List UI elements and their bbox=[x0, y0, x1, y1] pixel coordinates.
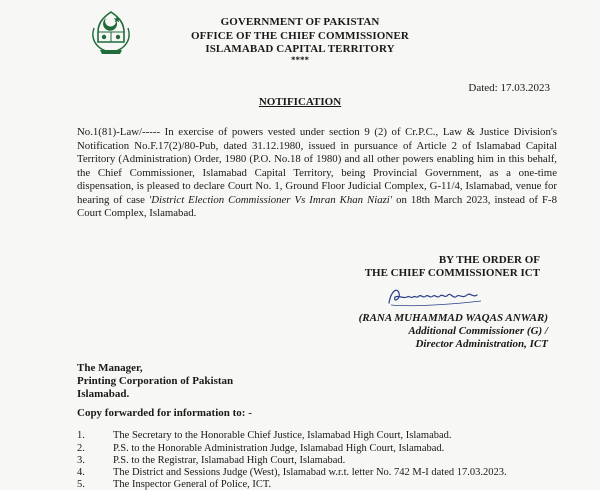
date-line: Dated: 17.03.2023 bbox=[468, 82, 550, 94]
copy-item-number: 4. bbox=[77, 467, 85, 478]
copy-list-item bbox=[77, 430, 577, 441]
notification-title-text: NOTIFICATION bbox=[258, 96, 342, 108]
body-part2: on 18th March 2023, instead of F-8 Court Complex, Islamabad. bbox=[77, 193, 558, 219]
copy-list-item bbox=[77, 479, 577, 490]
header-territory: ISLAMABAD CAPITAL TERRITORY bbox=[205, 43, 395, 55]
header-stars: **** bbox=[291, 55, 309, 65]
copy-list-item bbox=[77, 467, 577, 478]
copy-item-number: 1. bbox=[77, 430, 85, 441]
order-line-2: THE CHIEF COMMISSIONER ICT bbox=[364, 267, 540, 279]
addressee-line-3: Islamabad. bbox=[77, 388, 130, 400]
handwritten-signature bbox=[385, 283, 495, 311]
copy-item-text: The Secretary to the Honorable Chief Justice, Islamabad High Court, Islamabad. bbox=[113, 430, 452, 441]
addressee-line-2: Printing Corporation of Pakistan bbox=[77, 375, 234, 387]
signatory-name: (RANA MUHAMMAD WAQAS ANWAR) bbox=[358, 312, 548, 324]
copy-item-text: The Inspector General of Police, ICT. bbox=[113, 479, 272, 490]
copy-heading: Copy forwarded for information to: - bbox=[77, 407, 252, 419]
body-part1: No.1(81)-Law/----- In exercise of powers vested under section 9 (2) of Cr.P.C., Law & Justice Division's Notification No.F.17(2)/80-Pub, dated 31.12.1980, issued in pursuance of Article 2 of Islamabad Capital Territory (Administration) Order, 1980 (P.O. No.18 of 1980) and all other powers enabling him in this behalf, the Chief Commissioner, Islamabad Capital Territory, being Provincial Government, as a one-time dispensation, is pleased to declare Court No. 1, Ground Floor Judicial Complex, G-11/4, Islamabad, venue for hearing of case bbox=[77, 126, 557, 206]
copy-item-text: P.S. to the Registrar, Islamabad High Court, Islamabad. bbox=[113, 455, 346, 466]
order-line-1: BY THE ORDER OF bbox=[438, 254, 540, 266]
body-case-title: 'District Election Commissioner Vs Imran Khan Niazi' bbox=[148, 193, 393, 206]
copy-item-number: 3. bbox=[77, 455, 85, 466]
copy-item-number: 5. bbox=[77, 479, 85, 490]
copy-list-item bbox=[77, 455, 577, 466]
copy-list-item bbox=[77, 443, 577, 454]
copy-item-text: P.S. to the Honorable Administration Judge, Islamabad High Court, Islamabad. bbox=[113, 443, 445, 454]
notification-title bbox=[0, 96, 600, 108]
header-office: OFFICE OF THE CHIEF COMMISSIONER bbox=[191, 30, 409, 42]
government-emblem-icon bbox=[88, 8, 134, 56]
signatory-designation-2: Director Administration, ICT bbox=[415, 338, 548, 350]
header-government: GOVERNMENT OF PAKISTAN bbox=[220, 16, 380, 28]
signatory-designation-1: Additional Commissioner (G) / bbox=[408, 325, 548, 337]
addressee-line-1: The Manager, bbox=[77, 362, 143, 374]
notification-body bbox=[77, 126, 557, 221]
copy-item-text: The District and Sessions Judge (West), Islamabad w.r.t. letter No. 742 M-I dated 17.03.2023. bbox=[113, 467, 507, 478]
copy-item-number: 2. bbox=[77, 443, 85, 454]
